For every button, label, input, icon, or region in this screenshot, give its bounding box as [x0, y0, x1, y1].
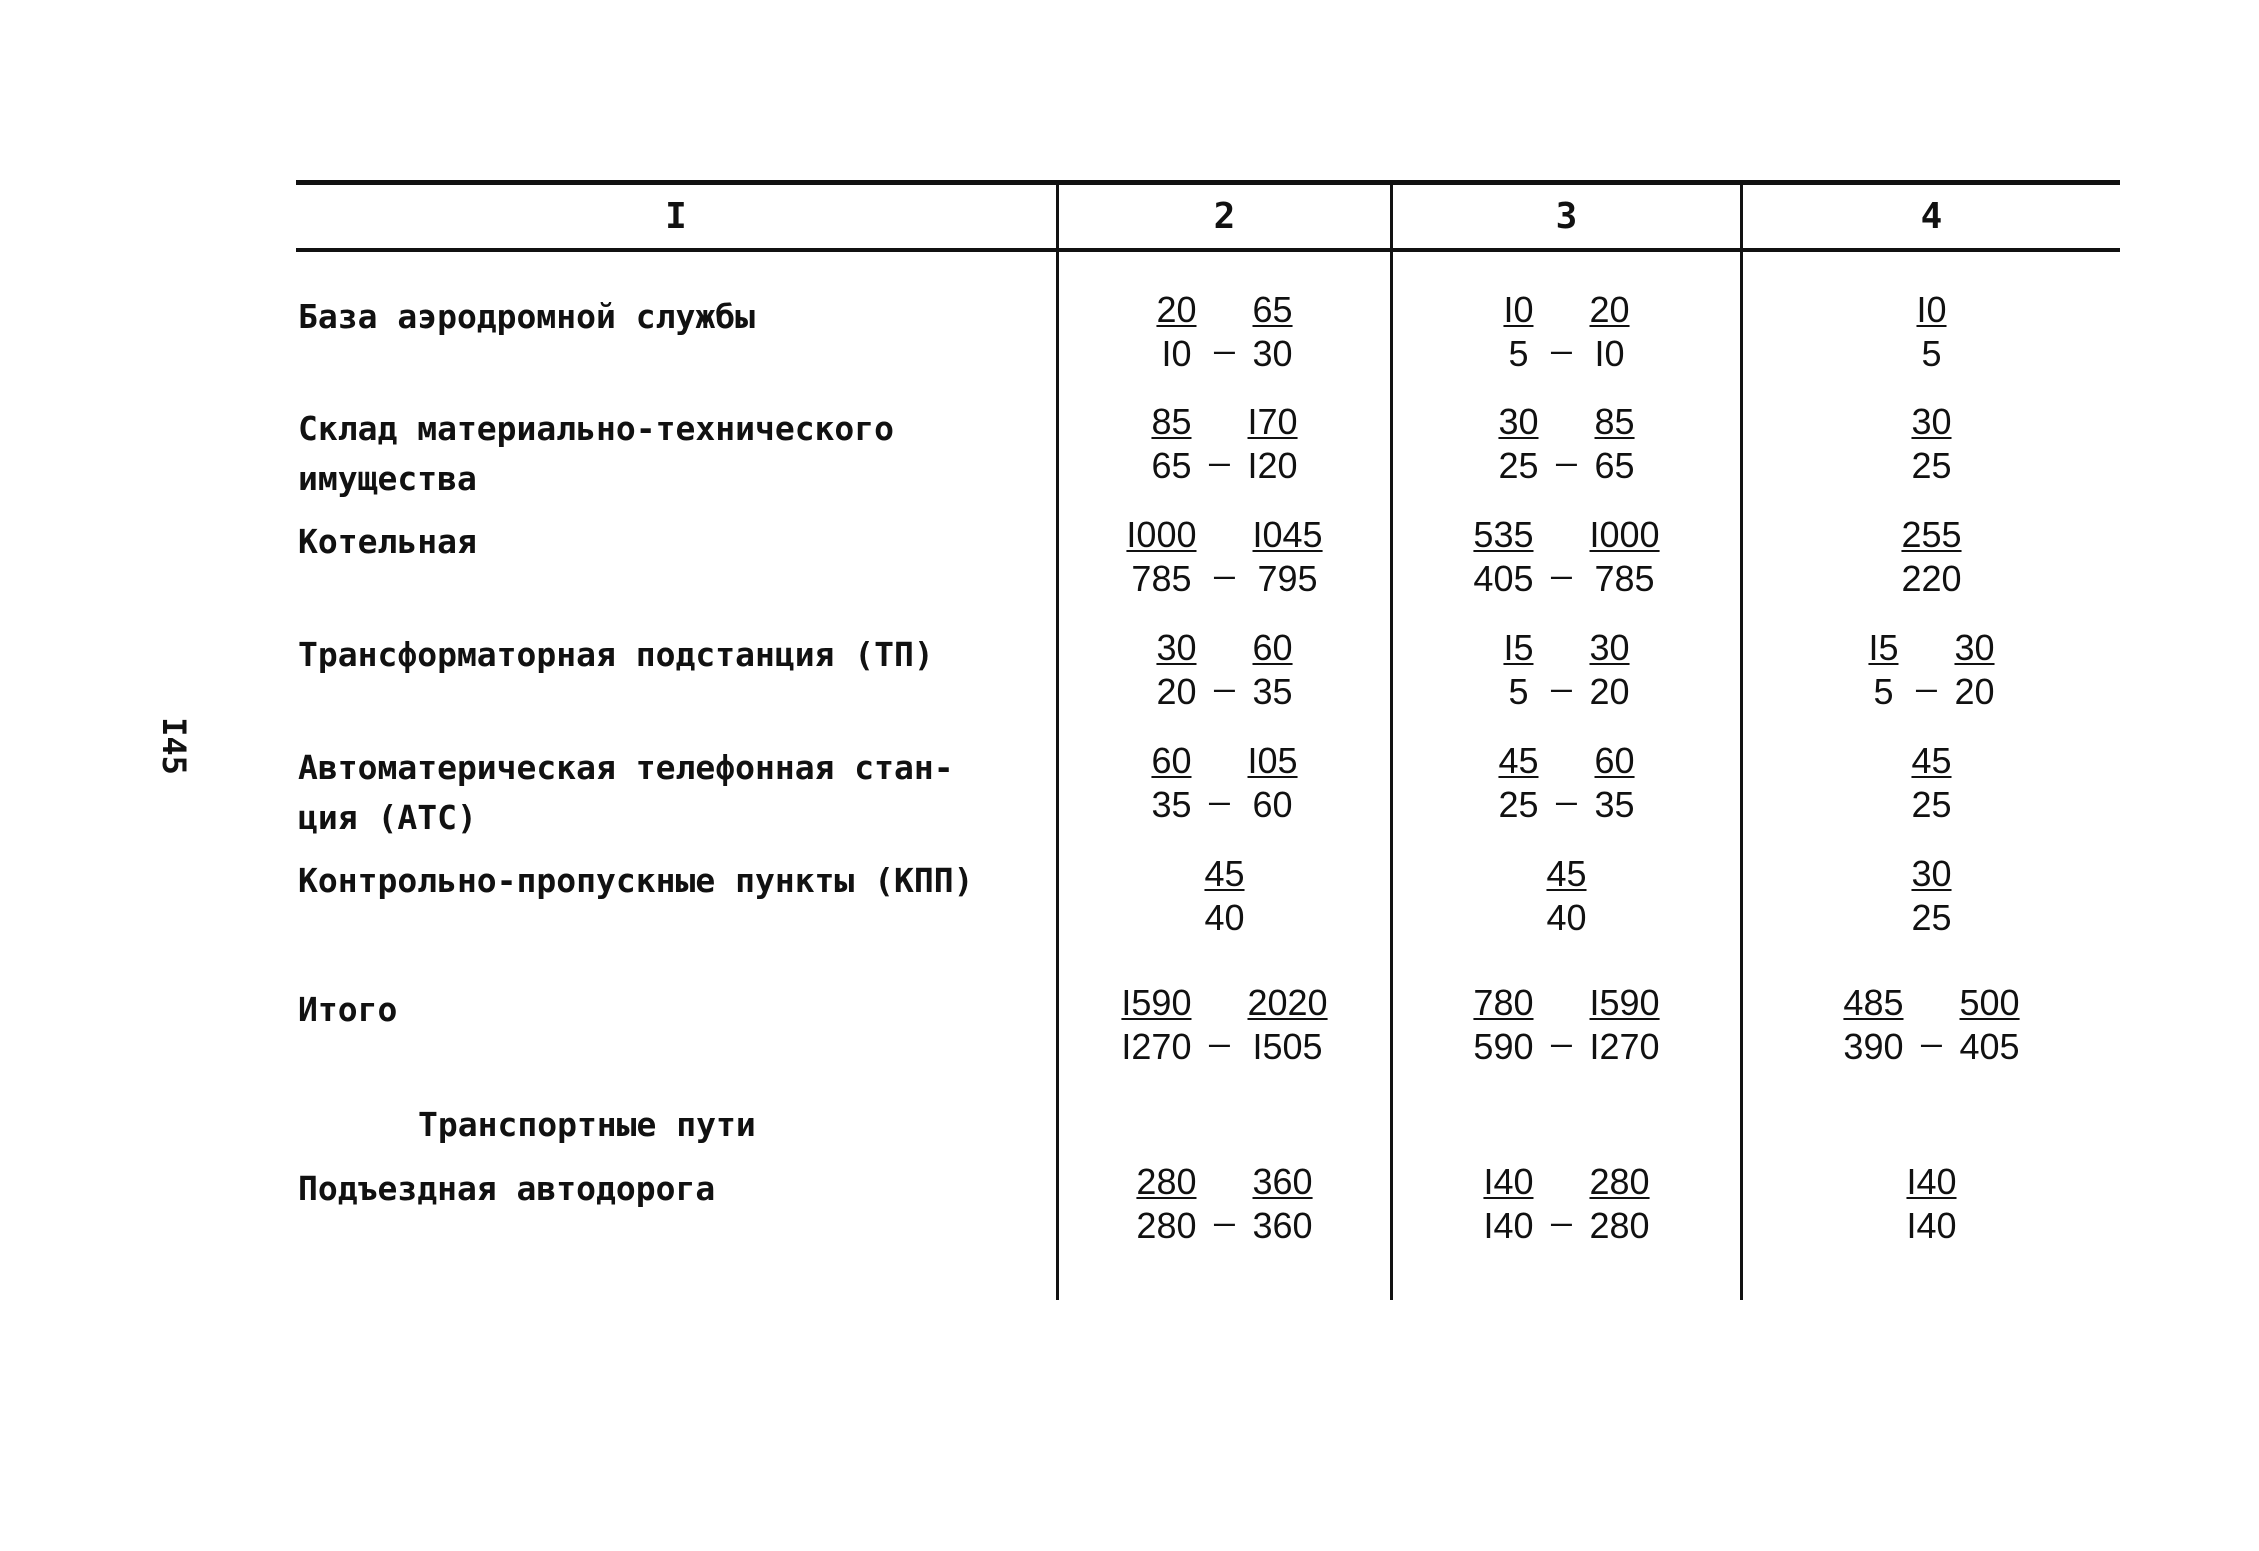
fraction	[1498, 739, 1538, 827]
fraction-numerator: 2020	[1247, 982, 1328, 1023]
range-separator: _	[1214, 652, 1235, 693]
value-cell	[1743, 848, 2120, 944]
fraction	[1473, 981, 1533, 1069]
fraction-denominator: 280	[1589, 1205, 1650, 1246]
fraction	[1503, 288, 1533, 376]
range-separator: _	[1556, 765, 1577, 806]
fraction	[1253, 626, 1293, 714]
fraction-numerator: I045	[1252, 514, 1323, 555]
fraction-numerator: 85	[1594, 401, 1635, 442]
fraction-numerator: 45	[1498, 740, 1539, 781]
fraction-numerator: I590	[1121, 982, 1192, 1023]
fraction	[1253, 288, 1293, 376]
fraction-numerator: 30	[1954, 627, 1995, 668]
row-label: Итого	[298, 990, 398, 1029]
fraction-denominator: 405	[1473, 558, 1534, 599]
range-separator: _	[1209, 426, 1230, 467]
fraction	[1151, 400, 1191, 488]
fraction	[1589, 1160, 1649, 1248]
value-cell	[1393, 509, 1740, 605]
fraction	[1248, 400, 1298, 488]
range-separator: _	[1551, 539, 1572, 580]
fraction-denominator: 280	[1136, 1205, 1197, 1246]
value-cell	[1393, 977, 1740, 1073]
fraction	[1126, 513, 1196, 601]
range-separator: _	[1921, 1007, 1942, 1048]
row-label: База аэродромной службы	[298, 297, 755, 336]
column-header-3: 3	[1555, 196, 1578, 237]
fraction-denominator: I270	[1589, 1026, 1660, 1067]
fraction-numerator: I0	[1916, 289, 1947, 330]
row-label: Трансформаторная подстанция (ТП)	[298, 635, 934, 674]
fraction-denominator: 20	[1954, 671, 1995, 712]
range-separator: _	[1214, 1186, 1235, 1227]
fraction-denominator: 5	[1508, 333, 1529, 374]
value-cell	[1059, 509, 1390, 605]
fraction	[1868, 626, 1898, 714]
fraction-numerator: 255	[1901, 514, 1962, 555]
fraction-numerator: 30	[1589, 627, 1630, 668]
value-cell	[1059, 1156, 1390, 1252]
value-cell	[1059, 284, 1390, 380]
fraction-numerator: 360	[1252, 1161, 1313, 1202]
fraction-denominator: 25	[1911, 784, 1952, 825]
fraction	[1253, 1160, 1313, 1248]
page-number: I45	[155, 717, 193, 775]
fraction	[1136, 1160, 1196, 1248]
value-cell	[1743, 622, 2120, 718]
fraction	[1498, 400, 1538, 488]
fraction	[1911, 739, 1951, 827]
fraction-denominator: 785	[1131, 558, 1192, 599]
row-label: Контрольно-пропускные пункты (КПП)	[298, 861, 974, 900]
fraction-denominator: 65	[1151, 445, 1192, 486]
fraction-denominator: 360	[1252, 1205, 1313, 1246]
fraction-denominator: 405	[1959, 1026, 2020, 1067]
fraction-denominator: 220	[1901, 558, 1962, 599]
fraction	[1247, 981, 1327, 1069]
fraction-denominator: 390	[1843, 1026, 1904, 1067]
fraction-denominator: 795	[1257, 558, 1318, 599]
row-label: Подъездная автодорога	[298, 1169, 716, 1208]
value-cell	[1059, 735, 1390, 831]
fraction-denominator: I40	[1906, 1205, 1957, 1246]
fraction-numerator: 45	[1546, 853, 1587, 894]
fraction-denominator: I505	[1252, 1026, 1323, 1067]
range-separator: _	[1209, 1007, 1230, 1048]
fraction	[1954, 626, 1994, 714]
fraction	[1253, 513, 1323, 601]
fraction-denominator: 35	[1252, 671, 1293, 712]
fraction-denominator: 40	[1546, 897, 1587, 938]
fraction	[1204, 852, 1244, 940]
column-header-1: I	[665, 196, 687, 237]
fraction-denominator: 5	[1508, 671, 1529, 712]
value-cell	[1059, 396, 1390, 492]
range-separator: _	[1551, 1186, 1572, 1227]
column-header-2: 2	[1213, 196, 1236, 237]
fraction	[1151, 739, 1191, 827]
fraction-denominator: 60	[1252, 784, 1293, 825]
fraction-denominator: 30	[1252, 333, 1293, 374]
fraction-numerator: 30	[1156, 627, 1197, 668]
fraction-numerator: I05	[1247, 740, 1298, 781]
range-separator: _	[1214, 314, 1235, 355]
row-label: Автоматерическая телефонная стан- ция (АТС)	[298, 748, 954, 837]
fraction	[1901, 513, 1961, 601]
value-cell	[1743, 396, 2120, 492]
fraction-numerator: 45	[1204, 853, 1245, 894]
fraction-denominator: I270	[1121, 1026, 1192, 1067]
fraction-numerator: I590	[1589, 982, 1660, 1023]
fraction	[1483, 1160, 1533, 1248]
fraction-numerator: 65	[1252, 289, 1293, 330]
fraction-numerator: 60	[1151, 740, 1192, 781]
fraction-numerator: 60	[1252, 627, 1293, 668]
fraction-numerator: I40	[1906, 1161, 1957, 1202]
range-separator: _	[1551, 652, 1572, 693]
fraction-denominator: 20	[1589, 671, 1630, 712]
fraction-numerator: 280	[1136, 1161, 1197, 1202]
fraction-numerator: 85	[1151, 401, 1192, 442]
fraction-denominator: 25	[1911, 897, 1952, 938]
fraction-denominator: I0	[1161, 333, 1192, 374]
value-cell	[1743, 509, 2120, 605]
fraction	[1916, 288, 1946, 376]
value-cell	[1059, 622, 1390, 718]
fraction-denominator: 590	[1473, 1026, 1534, 1067]
fraction	[1156, 626, 1196, 714]
table-header-rule	[296, 248, 2120, 252]
fraction-numerator: I5	[1503, 627, 1534, 668]
fraction	[1906, 1160, 1956, 1248]
value-cell	[1393, 622, 1740, 718]
column-header-4: 4	[1920, 196, 1943, 237]
fraction-numerator: 500	[1959, 982, 2020, 1023]
fraction	[1589, 288, 1629, 376]
fraction	[1595, 739, 1635, 827]
row-label: Котельная	[298, 522, 477, 561]
section-title: Транспортные пути	[418, 1105, 756, 1144]
value-cell	[1393, 396, 1740, 492]
fraction	[1590, 981, 1660, 1069]
fraction	[1156, 288, 1196, 376]
fraction-numerator: 20	[1589, 289, 1630, 330]
fraction	[1473, 513, 1533, 601]
fraction	[1911, 852, 1951, 940]
fraction	[1590, 513, 1660, 601]
table-top-rule	[296, 180, 2120, 185]
fraction	[1589, 626, 1629, 714]
value-cell	[1393, 735, 1740, 831]
range-separator: _	[1551, 1007, 1572, 1048]
row-label: Склад материально-технического имущества	[298, 409, 895, 498]
fraction-denominator: 20	[1156, 671, 1197, 712]
fraction-denominator: 25	[1498, 445, 1539, 486]
fraction-numerator: I70	[1247, 401, 1298, 442]
fraction	[1121, 981, 1191, 1069]
fraction-denominator: I20	[1247, 445, 1298, 486]
fraction-denominator: 40	[1204, 897, 1245, 938]
value-cell	[1393, 284, 1740, 380]
range-separator: _	[1214, 539, 1235, 580]
fraction-numerator: 535	[1473, 514, 1534, 555]
value-cell	[1743, 284, 2120, 380]
fraction-denominator: I0	[1594, 333, 1625, 374]
value-cell	[1393, 1156, 1740, 1252]
fraction-numerator: 30	[1498, 401, 1539, 442]
fraction-numerator: 280	[1589, 1161, 1650, 1202]
fraction	[1911, 400, 1951, 488]
fraction-numerator: 20	[1156, 289, 1197, 330]
value-cell	[1059, 977, 1390, 1073]
fraction	[1595, 400, 1635, 488]
value-cell	[1743, 735, 2120, 831]
value-cell	[1393, 848, 1740, 944]
fraction-numerator: I000	[1126, 514, 1197, 555]
value-cell	[1059, 848, 1390, 944]
range-separator: _	[1556, 426, 1577, 467]
fraction-denominator: 25	[1498, 784, 1539, 825]
fraction-numerator: I40	[1483, 1161, 1534, 1202]
fraction-numerator: 30	[1911, 853, 1952, 894]
fraction	[1546, 852, 1586, 940]
fraction	[1960, 981, 2020, 1069]
fraction-numerator: I000	[1589, 514, 1660, 555]
range-separator: _	[1209, 765, 1230, 806]
fraction-numerator: 780	[1473, 982, 1534, 1023]
fraction-denominator: I40	[1483, 1205, 1534, 1246]
range-separator: _	[1551, 314, 1572, 355]
fraction	[1503, 626, 1533, 714]
value-cell	[1743, 1156, 2120, 1252]
fraction-numerator: 485	[1843, 982, 1904, 1023]
range-separator: _	[1916, 652, 1937, 693]
fraction-denominator: 5	[1921, 333, 1942, 374]
fraction-numerator: 45	[1911, 740, 1952, 781]
fraction-numerator: 60	[1594, 740, 1635, 781]
fraction	[1843, 981, 1903, 1069]
fraction-numerator: I0	[1503, 289, 1534, 330]
fraction-denominator: 785	[1594, 558, 1655, 599]
value-cell	[1743, 977, 2120, 1073]
fraction	[1248, 739, 1298, 827]
fraction-numerator: I5	[1868, 627, 1899, 668]
fraction-numerator: 30	[1911, 401, 1952, 442]
fraction-denominator: 5	[1873, 671, 1894, 712]
fraction-denominator: 35	[1151, 784, 1192, 825]
fraction-denominator: 25	[1911, 445, 1952, 486]
fraction-denominator: 35	[1594, 784, 1635, 825]
fraction-denominator: 65	[1594, 445, 1635, 486]
